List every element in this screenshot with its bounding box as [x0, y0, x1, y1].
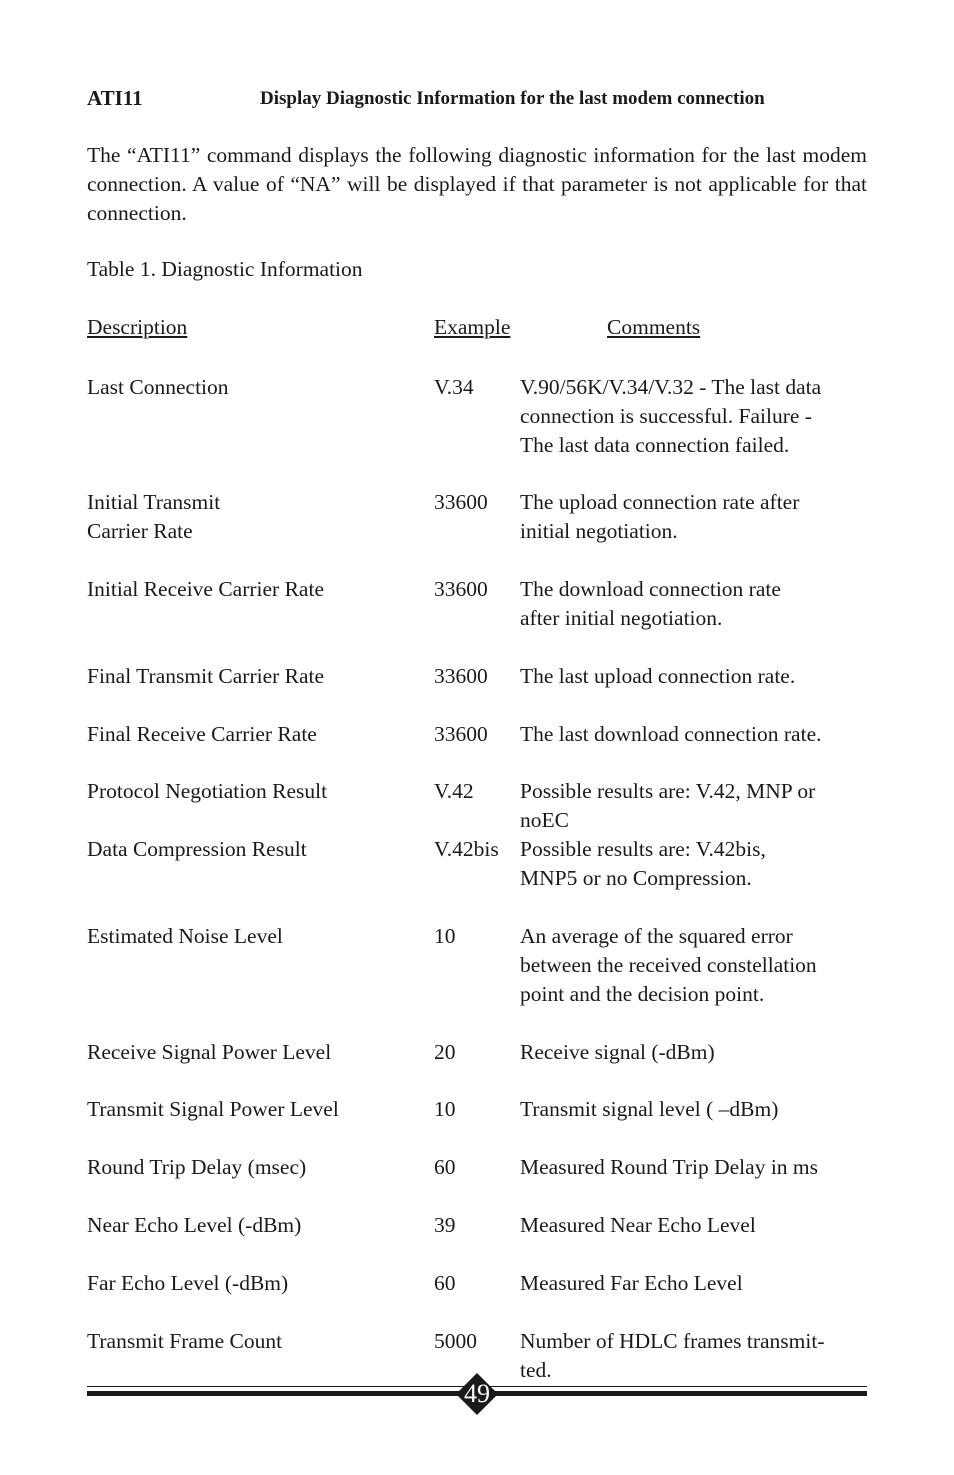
row-description-line: Initial Receive Carrier Rate	[87, 577, 324, 601]
row-description-line: Transmit Signal Power Level	[87, 1097, 339, 1121]
row-example: 33600	[434, 722, 488, 746]
table-caption: Table 1. Diagnostic Information	[87, 257, 363, 281]
row-example: 60	[434, 1155, 456, 1179]
row-example: 39	[434, 1213, 456, 1237]
row-comments	[520, 662, 870, 691]
row-comments	[520, 1038, 870, 1067]
row-description-line: Near Echo Level (-dBm)	[87, 1213, 302, 1237]
row-description-line: Carrier Rate	[87, 519, 193, 543]
row-description-line: Initial Transmit	[87, 490, 221, 514]
row-comment-line: The upload connection rate after	[520, 490, 800, 514]
row-comments	[520, 720, 870, 749]
row-description	[87, 777, 427, 806]
row-comment-line: Measured Round Trip Delay in ms	[520, 1155, 819, 1179]
row-description	[87, 662, 427, 691]
column-header-description: Description	[87, 315, 188, 339]
row-comment-line: after initial negotiation.	[520, 606, 723, 630]
row-comment-line: An average of the squared error	[520, 924, 793, 948]
row-example: 60	[434, 1271, 456, 1295]
row-description	[87, 488, 427, 546]
row-comments	[520, 1327, 870, 1385]
row-comment-line: between the received constellation	[520, 953, 817, 977]
row-description-line: Round Trip Delay (msec)	[87, 1155, 307, 1179]
row-comments	[520, 835, 870, 893]
row-comment-line: The last data connection failed.	[520, 433, 790, 457]
row-example: V.42	[434, 779, 474, 803]
command-title: ATI11	[87, 86, 143, 110]
row-comment-line: V.90/56K/V.34/V.32 - The last data	[520, 375, 822, 399]
row-description-line: Last Connection	[87, 375, 229, 399]
row-example: 33600	[434, 664, 488, 688]
row-example: 10	[434, 924, 456, 948]
column-header-example: Example	[434, 315, 511, 339]
row-comment-line: MNP5 or no Compression.	[520, 866, 752, 890]
row-comment-line: The last download connection rate.	[520, 722, 822, 746]
row-description-line: Data Compression Result	[87, 837, 307, 861]
row-description	[87, 922, 427, 951]
row-description-line: Final Transmit Carrier Rate	[87, 664, 325, 688]
row-comment-line: The last upload connection rate.	[520, 664, 796, 688]
row-description	[87, 720, 427, 749]
column-header-comments: Comments	[607, 315, 701, 339]
row-comment-line: Transmit signal level ( –dBm)	[520, 1097, 779, 1121]
row-description	[87, 373, 427, 402]
row-comment-line: point and the decision point.	[520, 982, 765, 1006]
row-example: 10	[434, 1097, 456, 1121]
section-subtitle: Display Diagnostic Information for the last modem connection	[260, 88, 765, 109]
row-comments	[520, 575, 870, 633]
row-description-line: Receive Signal Power Level	[87, 1040, 332, 1064]
row-example: 33600	[434, 577, 488, 601]
row-description-line: Estimated Noise Level	[87, 924, 283, 948]
row-comment-line: Possible results are: V.42bis,	[520, 837, 766, 861]
row-comment-line: ted.	[520, 1358, 552, 1382]
row-comments	[520, 488, 870, 546]
row-comments	[520, 1269, 870, 1298]
row-comment-line: initial negotiation.	[520, 519, 678, 543]
row-comments	[520, 922, 870, 1009]
row-comments	[520, 1095, 870, 1124]
row-example: V.42bis	[434, 837, 499, 861]
row-description	[87, 1038, 427, 1067]
row-description	[87, 1211, 427, 1240]
row-comments	[520, 1153, 870, 1182]
row-description-line: Final Receive Carrier Rate	[87, 722, 317, 746]
row-comment-line: Possible results are: V.42, MNP or	[520, 779, 816, 803]
row-comment-line: noEC	[520, 808, 569, 832]
row-description-line: Protocol Negotiation Result	[87, 779, 328, 803]
row-comment-line: Measured Near Echo Level	[520, 1213, 756, 1237]
row-example: V.34	[434, 375, 474, 399]
row-description	[87, 575, 427, 604]
row-comment-line: Receive signal (-dBm)	[520, 1040, 715, 1064]
row-comments	[520, 373, 870, 460]
row-comment-line: The download connection rate	[520, 577, 781, 601]
row-description	[87, 835, 427, 864]
row-description-line: Transmit Frame Count	[87, 1329, 283, 1353]
page-number: 49	[464, 1379, 490, 1408]
row-comment-line: connection is successful. Failure -	[520, 404, 812, 428]
row-comments	[520, 1211, 870, 1240]
row-example: 5000	[434, 1329, 477, 1353]
row-comment-line: Measured Far Echo Level	[520, 1271, 743, 1295]
row-comment-line: Number of HDLC frames transmit-	[520, 1329, 825, 1353]
row-comments	[520, 777, 870, 835]
intro-paragraph: The “ATI11” command displays the following diagnostic information for the last modem connection. A value of “NA” will be displayed if that parameter is not applicable for that connection.	[87, 143, 867, 225]
row-description	[87, 1153, 427, 1182]
row-example: 20	[434, 1040, 456, 1064]
row-example: 33600	[434, 490, 488, 514]
row-description	[87, 1327, 427, 1356]
row-description	[87, 1095, 427, 1124]
row-description-line: Far Echo Level (-dBm)	[87, 1271, 289, 1295]
row-description	[87, 1269, 427, 1298]
